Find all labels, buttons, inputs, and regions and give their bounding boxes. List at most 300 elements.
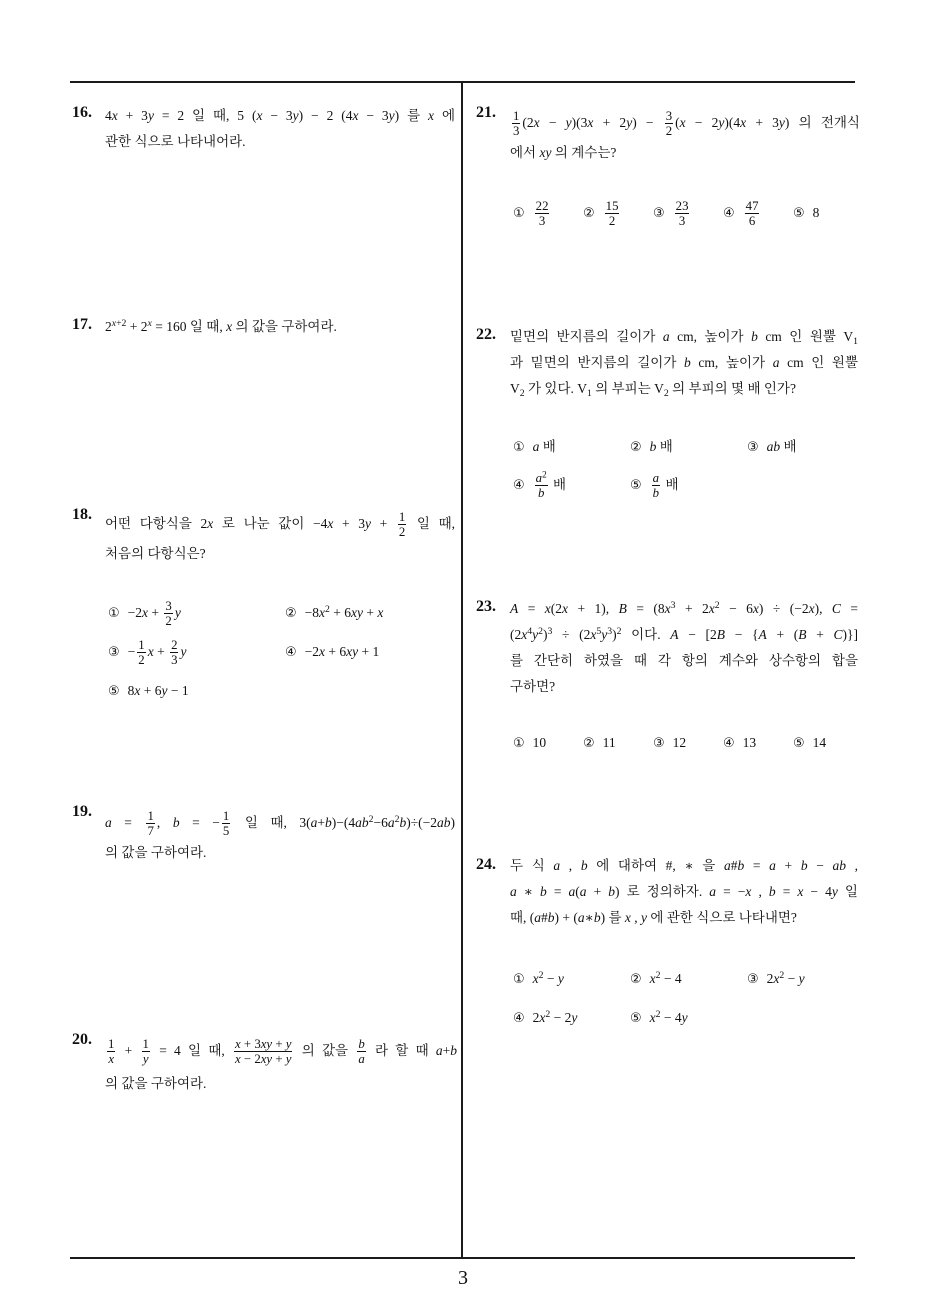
question-text — [510, 596, 858, 700]
option-content — [533, 735, 547, 750]
math-variable: b — [399, 815, 407, 830]
answer-option-1 — [513, 199, 583, 229]
option-content — [305, 644, 380, 659]
math-variable: ab — [832, 858, 846, 873]
math-variable: b — [580, 858, 588, 873]
text-line — [105, 103, 455, 129]
text-run: = 4 일 때, — [151, 1043, 233, 1058]
superscript: 3 — [547, 626, 553, 638]
text-run: − 4y — [660, 1009, 688, 1025]
option-content — [673, 735, 687, 750]
fraction-numerator — [357, 1037, 365, 1051]
math-variable: x — [207, 516, 214, 531]
option-content — [743, 199, 762, 229]
math-variable: x — [649, 970, 656, 986]
fraction-denominator — [535, 213, 550, 228]
text-run: 의 부피의 몇 배 인가? — [668, 381, 796, 396]
answer-option-3 — [108, 639, 285, 665]
text-run: 3 — [538, 214, 546, 229]
roman-text: V — [654, 381, 664, 396]
text-run: − 4 — [660, 970, 682, 986]
text-run — [143, 1052, 149, 1066]
math-variable: ab — [355, 815, 369, 830]
fraction — [675, 199, 690, 228]
option-content — [127, 637, 187, 667]
fraction-numerator — [146, 809, 154, 823]
text-run: 1 — [147, 809, 154, 824]
math-variable: a — [772, 355, 780, 370]
option-number: ③ — [653, 206, 665, 221]
text-run — [358, 1052, 364, 1066]
question-number: 24. — [476, 856, 496, 873]
math-variable: b — [684, 355, 691, 370]
math-variable: y — [532, 627, 539, 642]
fraction — [535, 471, 548, 500]
math-variable: a — [579, 884, 587, 899]
text-run: , 높이가 b — [693, 329, 758, 344]
option-number: ④ — [723, 206, 735, 221]
superscript: 2 — [542, 469, 547, 480]
text-run: 2 — [105, 319, 112, 334]
option-number: ③ — [653, 736, 665, 751]
math-variable: a — [535, 471, 543, 486]
fraction-denominator — [675, 213, 690, 228]
option-number: ③ — [747, 440, 759, 455]
fraction — [137, 638, 145, 667]
text-line — [105, 541, 455, 567]
fraction-numerator — [234, 1037, 292, 1051]
text-run: −8x — [304, 604, 326, 620]
text-run: 14 — [812, 735, 827, 750]
fraction-denominator — [745, 213, 760, 228]
answer-option-3 — [653, 730, 723, 756]
math-variable: x — [533, 115, 540, 130]
math-variable: a — [510, 884, 517, 899]
math-variable: b — [800, 858, 808, 873]
text-run: 8 — [812, 205, 820, 220]
option-content — [813, 205, 820, 220]
option-content — [813, 735, 827, 750]
text-run: a = — [105, 815, 145, 830]
math-variable: a — [769, 858, 776, 873]
fraction-denominator — [535, 485, 548, 500]
math-variable: a — [387, 815, 395, 830]
math-variable: y — [180, 643, 187, 659]
fraction-numerator — [142, 1037, 150, 1051]
text-run: 일 때, 3(a+b)−(4ab — [232, 815, 369, 830]
option-number: ③ — [108, 644, 120, 660]
math-variable: x — [521, 627, 528, 642]
text-run: 처음의 다항식은? — [105, 546, 206, 561]
math-variable: a — [652, 471, 660, 486]
fraction — [652, 471, 660, 500]
text-run: − y — [543, 970, 564, 986]
superscript: 2 — [538, 969, 544, 981]
math-variable: B — [716, 627, 726, 642]
answer-option-2 — [630, 966, 747, 992]
fraction-numerator — [535, 471, 548, 485]
text-run: 를 간단히 하였을 때 각 항의 계수와 상수항의 합을 — [510, 653, 858, 668]
answer-option-4 — [513, 469, 630, 501]
option-number: ① — [513, 206, 525, 221]
option-number: ⑤ — [630, 478, 642, 493]
option-number: ③ — [747, 971, 759, 987]
math-variable: b — [751, 329, 758, 344]
option-number: ② — [630, 971, 642, 987]
text-run: 8x + 6y − 1 — [127, 682, 189, 698]
question-text — [105, 507, 455, 567]
math-variable: a — [105, 815, 112, 830]
math-variable: a — [532, 439, 540, 454]
text-line — [510, 596, 858, 622]
fraction-denominator — [170, 652, 178, 667]
option-content — [767, 971, 805, 986]
fraction-denominator — [512, 123, 520, 138]
text-run: 이다. A − [2B − {A + (B + C)}] — [621, 627, 859, 642]
option-number: ① — [513, 440, 525, 455]
fraction-denominator — [605, 213, 620, 228]
fraction-denominator — [222, 823, 230, 838]
option-content — [650, 439, 673, 454]
math-variable: y — [565, 115, 572, 130]
answer-option-5 — [793, 200, 863, 226]
fraction-numerator — [107, 1037, 115, 1051]
option-content — [533, 439, 556, 454]
fraction-numerator — [512, 109, 520, 123]
math-variable: y — [147, 108, 154, 123]
text-line — [510, 350, 858, 376]
text-line — [510, 324, 858, 350]
text-run: 22 — [535, 199, 549, 214]
text-run: 2x — [532, 1009, 546, 1025]
option-content — [305, 605, 384, 620]
math-variable: y — [364, 516, 371, 531]
roman-text: V — [577, 381, 587, 396]
question-number: 22. — [476, 326, 496, 343]
math-variable: x — [562, 601, 569, 616]
text-run: −2x + — [127, 604, 163, 620]
math-variable: b — [608, 884, 616, 899]
option-content — [533, 469, 567, 501]
option-content — [127, 598, 181, 628]
text-run: 1 — [138, 637, 145, 652]
superscript: 5 — [596, 626, 602, 638]
text-line — [510, 140, 858, 166]
option-number: ④ — [513, 1010, 525, 1026]
answer-option-1 — [513, 730, 583, 756]
text-run: 때, (a#b) + (a∗b) 를 x , y 에 관한 식으로 나타내면? — [510, 910, 797, 925]
fraction-denominator — [665, 123, 673, 138]
text-run: 라 할 때 a+b — [367, 1043, 458, 1058]
option-content — [533, 199, 552, 229]
option-content — [603, 735, 616, 750]
option-number: ⑤ — [108, 683, 120, 699]
text-run: 1 — [108, 1037, 115, 1052]
answer-options — [513, 959, 864, 1037]
answer-option-5 — [793, 730, 863, 756]
text-line — [510, 622, 858, 648]
math-variable: a — [358, 1052, 365, 1067]
option-number: ① — [513, 736, 525, 751]
math-variable: C — [833, 627, 843, 642]
answer-option-1 — [513, 966, 630, 992]
math-variable: x — [664, 601, 671, 616]
math-variable: y — [292, 108, 299, 123]
option-number: ② — [583, 736, 595, 751]
math-variable: x — [752, 601, 759, 616]
text-run: −6a — [373, 815, 395, 830]
question-number: 23. — [476, 598, 496, 615]
superscript: 4 — [527, 626, 533, 638]
subscript: 2 — [663, 387, 669, 399]
text-run: 3 — [165, 598, 172, 613]
text-run: 12 — [672, 735, 687, 750]
text-run: x − 2xy + y — [235, 1052, 292, 1067]
math-variable: xy — [351, 604, 363, 620]
text-run: ÷ (2x — [552, 627, 597, 642]
subscript: 1 — [586, 387, 592, 399]
fraction — [512, 109, 520, 138]
math-variable: x — [539, 1009, 546, 1025]
text-run: + — [117, 1043, 140, 1058]
subscript: 2 — [519, 387, 525, 399]
fraction — [164, 599, 172, 628]
text-run: 13 — [742, 735, 757, 750]
option-number: ⑤ — [630, 1010, 642, 1026]
math-variable: x — [428, 108, 435, 123]
fraction-numerator — [652, 471, 660, 485]
fraction — [170, 638, 178, 667]
math-variable: x — [773, 970, 780, 986]
text-run: 1 — [398, 510, 406, 525]
text-run: 2 — [165, 613, 172, 628]
math-variable: x — [111, 108, 118, 123]
text-run: b 배 — [649, 439, 673, 454]
roman-text: cm — [669, 329, 694, 344]
answer-options — [513, 428, 864, 504]
math-variable: a — [709, 884, 717, 899]
fraction-denominator — [137, 652, 145, 667]
math-variable: x — [624, 910, 631, 925]
option-content — [533, 1010, 578, 1025]
math-variable: C — [831, 601, 841, 616]
text-run: a ∗ b = a(a + b) 로 정의하자. a = −x , b = x − 4y 일 — [510, 884, 858, 899]
option-content — [673, 199, 692, 229]
text-line — [105, 840, 455, 866]
answer-option-2 — [583, 730, 653, 756]
text-run: a 배 — [532, 439, 556, 454]
fraction-numerator — [675, 199, 690, 213]
question-text — [105, 103, 455, 155]
roman-text: cm — [690, 355, 715, 370]
option-content — [650, 971, 682, 986]
bottom-rule — [70, 1257, 855, 1259]
text-run: x + 3xy + y — [235, 1037, 292, 1052]
fraction-numerator — [535, 199, 550, 213]
question-number: 17. — [72, 316, 92, 333]
text-run: −2x + 6xy + 1 — [304, 643, 380, 659]
fraction-denominator — [107, 1051, 115, 1066]
math-variable: y — [718, 115, 725, 130]
math-variable: a — [568, 884, 576, 899]
answer-option-5 — [108, 678, 285, 704]
text-run: 15 — [605, 199, 619, 214]
math-variable: b — [547, 910, 555, 925]
text-run: 배 — [549, 477, 567, 492]
text-run: 1 — [513, 109, 520, 124]
question-text — [105, 806, 455, 866]
math-variable: x — [147, 318, 152, 330]
option-number: ④ — [285, 644, 297, 660]
math-variable: A — [510, 601, 519, 616]
math-variable: xy — [260, 1037, 273, 1052]
math-variable: xy — [260, 1052, 273, 1067]
option-number: ① — [513, 971, 525, 987]
math-variable: y — [174, 604, 181, 620]
math-variable: y — [601, 627, 608, 642]
fraction-numerator — [745, 199, 760, 213]
text-run: ) — [612, 627, 617, 642]
text-run: 관한 식으로 나타내어라. — [105, 134, 246, 149]
question-text — [105, 314, 455, 340]
page-number: 3 — [458, 1267, 468, 1289]
text-line — [510, 106, 858, 140]
math-variable: y — [681, 1009, 688, 1025]
text-run: − y — [784, 970, 805, 986]
text-run: 어떤 다항식을 2x 로 나눈 값이 −4x + 3y + — [105, 516, 396, 531]
text-run: 4x + 3y = 2 일 때, 5 (x − 3y) − 2 (4x − 3y) 를 x 에 — [105, 108, 455, 123]
text-line — [105, 1071, 455, 1097]
option-content — [743, 735, 757, 750]
answer-options — [108, 593, 462, 710]
text-run: 6 — [748, 214, 756, 229]
math-variable: y — [571, 1009, 578, 1025]
text-run — [653, 486, 659, 500]
superscript: 3 — [670, 600, 676, 612]
math-variable: x — [532, 970, 539, 986]
math-variable: x — [235, 1037, 241, 1052]
text-run: 3 — [678, 214, 686, 229]
text-run — [108, 1052, 114, 1066]
fraction-numerator — [170, 638, 178, 652]
question-text — [105, 1031, 458, 1097]
option-content — [767, 439, 797, 454]
option-number: ② — [630, 440, 642, 455]
text-run: 에서 xy 의 계수는? — [510, 145, 617, 160]
math-variable: x — [108, 1052, 115, 1067]
text-run: (2x − y)(3x + 2y) − — [522, 115, 663, 130]
superscript: 2 — [655, 969, 661, 981]
math-variable: x — [544, 601, 551, 616]
math-variable: x — [377, 604, 384, 620]
option-content — [650, 1010, 688, 1025]
math-variable: b — [325, 815, 332, 830]
text-run: 2 — [398, 525, 406, 540]
fraction — [357, 1037, 365, 1066]
fraction — [398, 510, 406, 539]
text-run: − 2y — [550, 1009, 578, 1025]
math-variable: x — [679, 115, 686, 130]
math-variable: x — [111, 318, 117, 330]
math-variable: B — [798, 627, 807, 642]
answer-option-3 — [653, 199, 723, 229]
math-variable: x — [226, 319, 233, 334]
math-variable: x — [142, 604, 149, 620]
answer-option-2 — [583, 199, 653, 229]
text-run: 과 밑면의 반지름의 길이가 b — [510, 355, 691, 370]
question-text — [510, 106, 858, 166]
text-run: (2x — [510, 627, 528, 642]
fraction-numerator — [398, 510, 406, 524]
math-variable: x — [708, 601, 715, 616]
answer-options — [513, 195, 863, 231]
math-variable: a — [534, 910, 542, 925]
text-run: 1 — [222, 809, 230, 824]
answer-option-3 — [747, 966, 864, 992]
text-run — [653, 471, 659, 485]
roman-text: V — [510, 381, 520, 396]
math-variable: A — [758, 627, 767, 642]
fraction-numerator — [665, 109, 673, 123]
fraction-numerator — [164, 599, 172, 613]
superscript: 2 — [616, 626, 622, 638]
math-variable: a — [723, 858, 731, 873]
fraction — [146, 809, 154, 838]
subscript: 1 — [853, 335, 858, 347]
answer-option-4 — [723, 199, 793, 229]
text-run: 2 — [665, 124, 673, 139]
roman-text: V — [843, 329, 854, 344]
text-run: 5 — [222, 824, 230, 839]
question-number: 20. — [72, 1031, 92, 1048]
text-line — [105, 1031, 458, 1071]
math-variable: x — [319, 604, 326, 620]
option-number: ④ — [723, 736, 735, 751]
text-line — [510, 879, 858, 905]
question-number: 19. — [72, 803, 92, 820]
text-run — [358, 1037, 364, 1051]
fraction-denominator — [398, 524, 406, 539]
math-variable: x — [235, 1052, 241, 1067]
text-run: 2 — [138, 652, 145, 667]
text-line — [510, 648, 858, 674]
text-line — [510, 376, 858, 402]
math-variable: b — [593, 910, 601, 925]
option-content — [128, 683, 189, 698]
fraction — [665, 109, 673, 138]
text-run: 구하면? — [510, 679, 556, 694]
text-run — [180, 644, 186, 659]
math-variable: x — [590, 627, 597, 642]
superscript: 2 — [545, 1008, 551, 1020]
math-variable: a — [577, 910, 585, 925]
text-line — [105, 129, 455, 155]
math-variable: A — [670, 627, 679, 642]
answer-options — [513, 730, 863, 756]
text-run: 2 — [608, 214, 616, 229]
superscript: 2 — [394, 814, 400, 826]
answer-option-5 — [630, 471, 747, 501]
math-variable: y — [557, 970, 564, 986]
fraction-denominator — [652, 485, 660, 500]
math-variable: y — [626, 115, 633, 130]
math-variable: y — [831, 884, 838, 899]
math-variable: b — [172, 815, 180, 830]
fraction — [605, 199, 620, 228]
fraction-denominator — [146, 823, 154, 838]
superscript: 2 — [368, 814, 374, 826]
superscript: 2 — [714, 600, 720, 612]
